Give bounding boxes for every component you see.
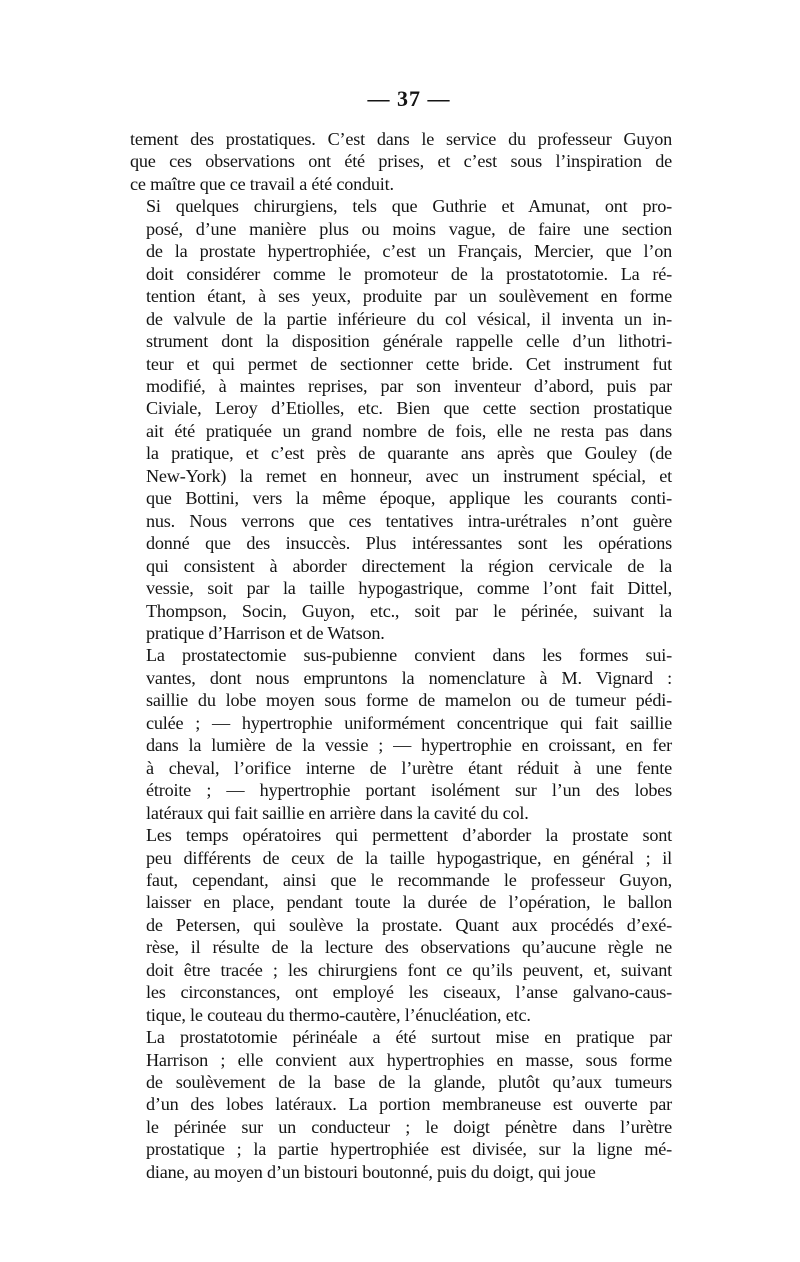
- text-line: tique, le couteau du thermo-cautère, l’énucléation, etc.: [146, 1004, 531, 1025]
- text-line: d’un des lobes latéraux. La portion membraneuse est ouverte par: [146, 1094, 672, 1115]
- text-line: modifié, à maintes reprises, par son inventeur d’abord, puis par: [146, 375, 672, 396]
- text-line: nus. Nous verrons que ces tentatives intra-urétrales n’ont guère: [146, 510, 672, 531]
- text-line: doit considérer comme le promoteur de la prostatotomie. La ré-: [146, 263, 672, 284]
- page-number: — 37 —: [367, 86, 451, 111]
- text-line: posé, d’une manière plus ou moins vague, de faire une section: [146, 218, 672, 239]
- text-line: de soulèvement de la base de la glande, plutôt qu’aux tumeurs: [146, 1072, 672, 1093]
- text-line: tement des prostatiques. C’est dans le service du professeur Guyon: [130, 129, 672, 149]
- text-line: teur et qui permet de sectionner cette bride. Cet instrument fut: [146, 353, 672, 374]
- text-line: tention étant, à ses yeux, produite par un soulèvement en forme: [146, 286, 672, 307]
- text-line: vessie, soit par la taille hypogastrique, comme l’ont fait Dittel,: [146, 578, 672, 599]
- text-line: vantes, dont nous empruntons la nomenclature à M. Vignard :: [146, 667, 672, 688]
- text-line: ait été pratiquée un grand nombre de fois, elle ne resta pas dans: [146, 420, 672, 441]
- text-line: rèse, il résulte de la lecture des observations qu’aucune règle ne: [146, 937, 672, 958]
- text-line: dans la lumière de la vessie ; — hypertrophie en croissant, en fer: [146, 735, 672, 756]
- text-line: de la prostate hypertrophiée, c’est un Français, Mercier, que l’on: [146, 241, 672, 262]
- text-line: New-York) la remet en honneur, avec un instrument spécial, et: [146, 465, 672, 486]
- text-line: laisser en place, pendant toute la durée de l’opération, le ballon: [146, 892, 672, 913]
- paragraph: [130, 1026, 672, 1183]
- text-line: Si quelques chirurgiens, tels que Guthrie et Amunat, ont pro-: [146, 196, 672, 217]
- text-line: donné que des insuccès. Plus intéressantes sont les opérations: [146, 533, 672, 554]
- text-line: les circonstances, ont employé les ciseaux, l’anse galvano-caus-: [146, 982, 672, 1003]
- text-line: doit être tracée ; les chirurgiens font ce qu’ils peuvent, et, suivant: [146, 959, 672, 980]
- text-line: que ces observations ont été prises, et c’est sous l’inspiration de: [130, 151, 672, 172]
- paragraph: [130, 128, 672, 195]
- text-line: Harrison ; elle convient aux hypertrophies en masse, sous forme: [146, 1049, 672, 1070]
- text-line: qui consistent à aborder directement la région cervicale de la: [146, 555, 672, 576]
- text-line: la pratique, et c’est près de quarante ans après que Gouley (de: [146, 443, 672, 464]
- text-line: prostatique ; la partie hypertrophiée est divisée, sur la ligne mé-: [146, 1139, 672, 1160]
- paragraph: [130, 195, 672, 644]
- text-line: ce maître que ce travail a été conduit.: [130, 173, 394, 194]
- text-line: culée ; — hypertrophie uniformément concentrique qui fait saillie: [146, 712, 672, 733]
- text-line: faut, cependant, ainsi que le recommande le professeur Guyon,: [146, 869, 672, 890]
- text-line: peu différents de ceux de la taille hypogastrique, en général ; il: [146, 847, 672, 868]
- text-line: à cheval, l’orifice interne de l’urètre étant réduit à une fente: [146, 757, 672, 778]
- text-line: de valvule de la partie inférieure du col vésical, il inventa un in-: [146, 308, 672, 329]
- text-line: La prostatotomie périnéale a été surtout mise en pratique par: [146, 1027, 672, 1048]
- text-line: de Petersen, qui soulève la prostate. Quant aux procédés d’exé-: [146, 914, 672, 935]
- paragraph: [130, 824, 672, 1026]
- text-line: Thompson, Socin, Guyon, etc., soit par le périnée, suivant la: [146, 600, 672, 621]
- text-line: étroite ; — hypertrophie portant isolément sur l’un des lobes: [146, 780, 672, 801]
- paragraph: [130, 644, 672, 824]
- text-line: Les temps opératoires qui permettent d’aborder la prostate sont: [146, 825, 672, 846]
- text-line: le périnée sur un conducteur ; le doigt pénètre dans l’urètre: [146, 1116, 672, 1137]
- text-line: latéraux qui fait saillie en arrière dans la cavité du col.: [146, 802, 529, 823]
- text-line: strument dont la disposition générale rappelle celle d’un lithotri-: [146, 331, 672, 352]
- book-page: [130, 84, 672, 1183]
- text-line: saillie du lobe moyen sous forme de mamelon ou de tumeur pédi-: [146, 690, 672, 711]
- text-line: diane, au moyen d’un bistouri boutonné, puis du doigt, qui joue: [146, 1161, 596, 1182]
- text-line: que Bottini, vers la même époque, applique les courants conti-: [146, 488, 672, 509]
- text-line: Civiale, Leroy d’Etiolles, etc. Bien que cette section prostatique: [146, 398, 672, 419]
- text-line: La prostatectomie sus-pubienne convient dans les formes sui-: [146, 645, 672, 666]
- body-text: [130, 128, 672, 1183]
- text-line: pratique d’Harrison et de Watson.: [146, 622, 385, 643]
